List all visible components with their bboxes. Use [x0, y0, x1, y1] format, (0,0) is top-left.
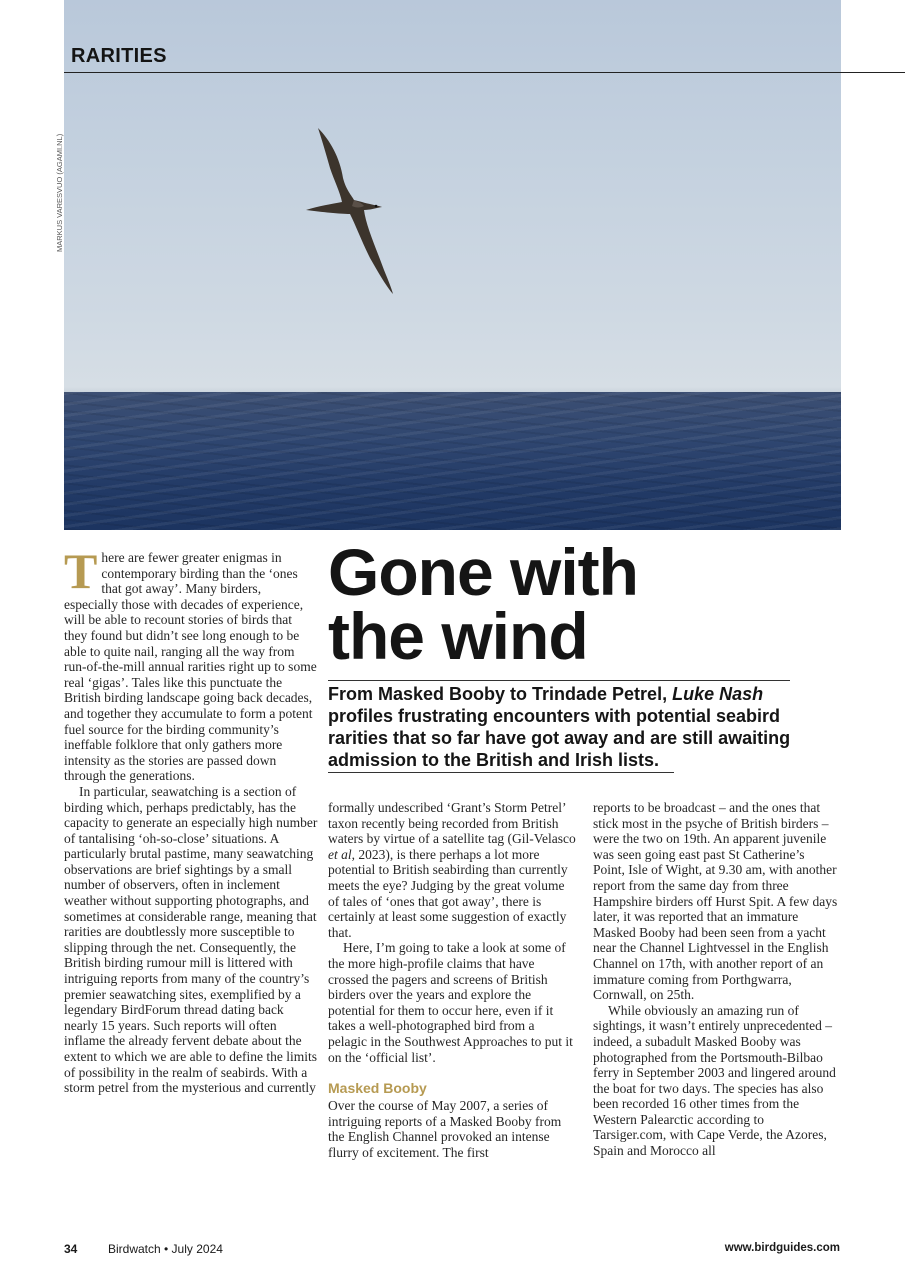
headline-line-2: the wind [328, 599, 588, 673]
standfirst-top-rule [328, 680, 790, 681]
standfirst-text-end: profiles frustrating encounters with potential seabird rarities that so far have got away and are still awaiting admission to the British and Irish lists. [328, 706, 791, 770]
sea-surface [64, 392, 841, 530]
body-column-3 [593, 800, 839, 1159]
standfirst-text-start: From Masked Booby to Trindade Petrel, [328, 684, 673, 704]
standfirst [328, 683, 808, 771]
paragraph-text: here are fewer greater enigmas in contemporary birding than the ‘ones that got away’. Many birders, especially those with decades of experience, will be able to recount stories of birds that they found but didn’t see long enough to be able to quite nail, ranging all the way from run-of-the-mill annual rarities right up to some real ‘gigas’. Tales like this punctuate the British birding landscape going back decades, and together they accumulate to form a potent fuel source for the birding community’s ineffable folklore that only gathers more intensity as the stories are passed down through the generations. [64, 550, 317, 784]
citation-italic: et al [328, 846, 352, 862]
paragraph-text: formally undescribed ‘Grant’s Storm Petrel’ taxon recently being recorded from British waters by virtue of a satellite tag (Gil-Velasco [328, 800, 576, 847]
subhead-masked-booby: Masked Booby [328, 1080, 427, 1097]
body-column-2 [328, 800, 576, 1160]
petrel-bird-image [296, 122, 406, 297]
body-column-1 [64, 543, 318, 1096]
body-paragraph: While obviously an amazing run of sightings, it wasn’t entirely unprecedented – indeed, a subadult Masked Booby was photographed from the Portsmouth-Bilbao ferry in September 2003 and lingered around the boat for two days. The species has also been recorded 16 other times from the Western Palearctic according to Tarsiger.com, with Cape Verde, the Azores, Spain and Morocco all [593, 1002, 836, 1159]
headline-line-1: Gone with [328, 535, 638, 609]
drop-cap: T [64, 543, 98, 599]
page-number: 34 [64, 1242, 78, 1256]
body-paragraph: In particular, seawatching is a section of birding which, perhaps predictably, has the capacity to generate an especially high number of tantalising ‘oh-so-close’ situations. A particularly brutal pastime, many seawatching observations are brief sightings by a small number of observers, often in inclement weather without supporting photographs, and sometimes at considerable range, meaning that rarities are doubtlessly more susceptible to slipping through the net. Consequently, the British birding rumour mill is littered with intriguing reports from many of the country’s premier seawatching sites, exemplified by a legendary BirdForum thread dating back nearly 15 years. Such reports will often inflame the already fervent debate about the extent to which we are able to define the limits of possibility in the realm of seabirds. With a storm petrel from the mysterious and currently [64, 783, 318, 1096]
standfirst-bottom-rule [328, 772, 674, 773]
body-paragraph: Over the course of May 2007, a series of intriguing reports of a Masked Booby from the English Channel provoked an intense flurry of excitement. The first [328, 1098, 562, 1160]
body-paragraph: reports to be broadcast – and the ones that stick most in the psyche of British birders – were the two on 19th. An apparent juvenile was seen going east past St Catherine’s Point, Isle of Wight, at 9.30 am, with another report from the same day from three Hampshire birders off Hurst Spit. A few days later, it was reported that an immature Masked Booby had been seen from a yacht near the Channel Lightvessel in the English Channel on 17th, with another report of an immature coming from Porthgwarra, Cornwall, on 25th. [593, 800, 838, 1003]
body-paragraph [328, 800, 576, 940]
hero-photo [64, 0, 841, 530]
photo-credit: MARKUS VARESVUO (AGAMI.NL) [55, 133, 64, 252]
body-paragraph [64, 543, 318, 784]
magazine-issue: Birdwatch • July 2024 [108, 1242, 223, 1256]
author-name: Luke Nash [672, 684, 764, 704]
body-paragraph: Here, I’m going to take a look at some of the more high-profile claims that have crossed the pagers and screens of British birders over the years and explore the potential for them to occur here, even if it takes a well-photographed bird from a pelagic in the Southwest Approaches to put it on the ‘official list’. [328, 940, 573, 1065]
paragraph-text: , 2023), is there perhaps a lot more potential to British seabirding than currently meets the eye? Judging by the great volume of tales of ‘ones that got away’, there is certainly at least some suggestion of exactly that. [328, 846, 568, 940]
section-rule [64, 72, 905, 73]
website-url[interactable]: www.birdguides.com [724, 1242, 840, 1254]
headline [328, 535, 798, 673]
section-label: RARITIES [71, 45, 167, 67]
